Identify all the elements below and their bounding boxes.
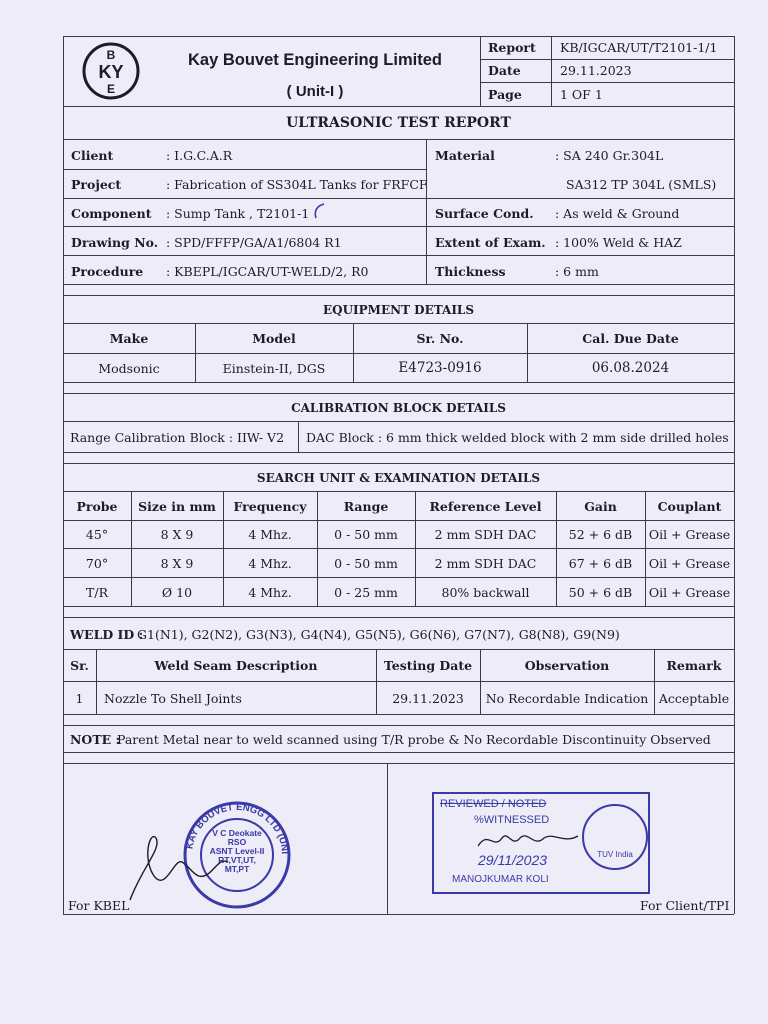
meta-label-date: Date xyxy=(488,63,521,78)
probe-cell: 45° xyxy=(85,527,109,542)
equipment-title: EQUIPMENT DETAILS xyxy=(322,303,475,317)
reference-cell: 80% backwall xyxy=(441,585,530,600)
search-header-reference: Reference Level xyxy=(429,499,542,514)
search-header-frequency: Frequency xyxy=(233,499,307,514)
report-title: ULTRASONIC TEST REPORT xyxy=(286,115,511,131)
note-label: NOTE : xyxy=(70,732,121,747)
weld-id-list: G1(N1), G2(N2), G3(N3), G4(N4), G5(N5), G6(N6), G7(N7), G8(N8), G9(N9) xyxy=(137,627,620,642)
procedure-label: Procedure xyxy=(71,264,144,279)
procedure-value: : KBEPL/IGCAR/UT-WELD/2, R0 xyxy=(166,264,369,279)
stamp-ring-text: KAY BOUVET ENGG LTD (UNI xyxy=(184,801,291,855)
component-value: : Sump Tank , T2101-1 xyxy=(166,206,310,221)
equipment-caldue: 06.08.2024 xyxy=(591,360,670,376)
logo-letter-top: B xyxy=(106,48,116,62)
equipment-make: Modsonic xyxy=(98,361,160,376)
stamp-line: RSO xyxy=(227,837,247,847)
stamp-line: V C Deokate xyxy=(212,828,262,838)
couplant-cell: Oil + Grease xyxy=(648,527,731,542)
search-header-size: Size in mm xyxy=(138,499,216,514)
logo-letter-middle: KY xyxy=(98,62,124,82)
weld-sr: 1 xyxy=(75,691,84,706)
meta-label-report: Report xyxy=(488,40,536,55)
thickness-label: Thickness xyxy=(435,264,506,279)
thickness-value: : 6 mm xyxy=(555,264,599,279)
client-value: : I.G.C.A.R xyxy=(166,148,233,163)
kbel-signature xyxy=(112,828,232,908)
equipment-header-make: Make xyxy=(109,331,149,346)
weld-header-sr: Sr. xyxy=(70,658,89,673)
size-cell: 8 X 9 xyxy=(160,556,194,571)
size-cell: Ø 10 xyxy=(161,585,193,600)
search-header-probe: Probe xyxy=(76,499,118,514)
frequency-cell: 4 Mhz. xyxy=(248,527,292,542)
weld-header-observation: Observation xyxy=(524,658,610,673)
client-label: Client xyxy=(71,148,114,163)
surface-label: Surface Cond. xyxy=(435,206,534,221)
equipment-header-srno: Sr. No. xyxy=(416,331,464,346)
size-cell: 8 X 9 xyxy=(160,527,194,542)
probe-cell: 70° xyxy=(85,556,109,571)
range-cell: 0 - 25 mm xyxy=(334,585,398,600)
reference-cell: 2 mm SDH DAC xyxy=(434,527,537,542)
tuv-seal xyxy=(582,804,648,870)
calibration-title: CALIBRATION BLOCK DETAILS xyxy=(291,401,506,415)
tpi-stamp xyxy=(432,792,650,894)
probe-cell: T/R xyxy=(86,585,108,600)
for-client-label: For Client/TPI xyxy=(640,898,730,913)
gain-cell: 50 + 6 dB xyxy=(568,585,633,600)
extent-label: Extent of Exam. xyxy=(435,235,546,250)
equipment-header-model: Model xyxy=(252,331,296,346)
stamp-line: ASNT Level-II xyxy=(209,846,265,856)
stamp-line: MT,PT xyxy=(224,864,250,874)
search-header-couplant: Couplant xyxy=(657,499,722,514)
search-header-gain: Gain xyxy=(584,499,617,514)
weld-description: Nozzle To Shell Joints xyxy=(104,691,242,706)
meta-value-date: 29.11.2023 xyxy=(560,63,632,78)
range-cell: 0 - 50 mm xyxy=(334,527,398,542)
company-name: Kay Bouvet Engineering Limited xyxy=(188,51,442,69)
search-unit-title: SEARCH UNIT & EXAMINATION DETAILS xyxy=(256,471,541,485)
project-value: : Fabrication of SS304L Tanks for FRFCF xyxy=(166,177,428,192)
gain-cell: 52 + 6 dB xyxy=(568,527,633,542)
meta-value-page: 1 OF 1 xyxy=(560,87,603,102)
tpi-stamp-reviewed: REVIEWED / NOTED xyxy=(440,798,547,810)
tuv-seal-text: TUV India xyxy=(597,850,633,859)
range-cell: 0 - 50 mm xyxy=(334,556,398,571)
tick-mark xyxy=(308,200,330,222)
tpi-stamp-witnessed: %WITNESSED xyxy=(474,814,550,826)
weld-id-label: WELD ID : xyxy=(70,627,144,642)
equipment-header-caldue: Cal. Due Date xyxy=(582,331,679,346)
component-label: Component xyxy=(71,206,152,221)
drawing-label: Drawing No. xyxy=(71,235,159,250)
meta-label-page: Page xyxy=(488,87,522,102)
frequency-cell: 4 Mhz. xyxy=(248,556,292,571)
equipment-srno: E4723-0916 xyxy=(398,360,482,376)
reference-cell: 2 mm SDH DAC xyxy=(434,556,537,571)
material-label: Material xyxy=(435,148,495,163)
weld-header-remark: Remark xyxy=(666,658,722,673)
couplant-cell: Oil + Grease xyxy=(648,585,731,600)
tpi-stamp-name: MANOJKUMAR KOLI xyxy=(452,874,549,885)
material-value-2: SA312 TP 304L (SMLS) xyxy=(566,177,717,192)
logo-letter-bottom: E xyxy=(106,82,116,96)
note-text: Parent Metal near to weld scanned using T/R probe & No Recordable Discontinuity Observed xyxy=(117,732,711,747)
tpi-stamp-date: 29/11/2023 xyxy=(478,852,548,868)
dac-block: DAC Block : 6 mm thick welded block with 2 mm side drilled holes xyxy=(306,430,729,445)
couplant-cell: Oil + Grease xyxy=(648,556,731,571)
material-value: : SA 240 Gr.304L xyxy=(555,148,664,163)
project-label: Project xyxy=(71,177,122,192)
range-calibration-block: Range Calibration Block : IIW- V2 xyxy=(70,430,285,445)
equipment-model: Einstein-II, DGS xyxy=(222,361,326,376)
weld-remark: Acceptable xyxy=(658,691,730,706)
surface-value: : As weld & Ground xyxy=(555,206,680,221)
weld-date: 29.11.2023 xyxy=(392,691,464,706)
drawing-value: : SPD/FFFP/GA/A1/6804 R1 xyxy=(166,235,342,250)
gain-cell: 67 + 6 dB xyxy=(568,556,633,571)
search-header-range: Range xyxy=(343,499,389,514)
extent-value: : 100% Weld & HAZ xyxy=(555,235,682,250)
meta-value-report: KB/IGCAR/UT/T2101-1/1 xyxy=(560,40,718,55)
stamp-line: RT,VT,UT, xyxy=(218,855,256,865)
for-kbel-label: For KBEL xyxy=(68,898,130,913)
weld-header-date: Testing Date xyxy=(383,658,473,673)
unit-label: ( Unit-I ) xyxy=(286,83,344,100)
frequency-cell: 4 Mhz. xyxy=(248,585,292,600)
weld-header-description: Weld Seam Description xyxy=(154,658,318,673)
weld-observation: No Recordable Indication xyxy=(485,691,649,706)
company-logo xyxy=(80,42,142,100)
